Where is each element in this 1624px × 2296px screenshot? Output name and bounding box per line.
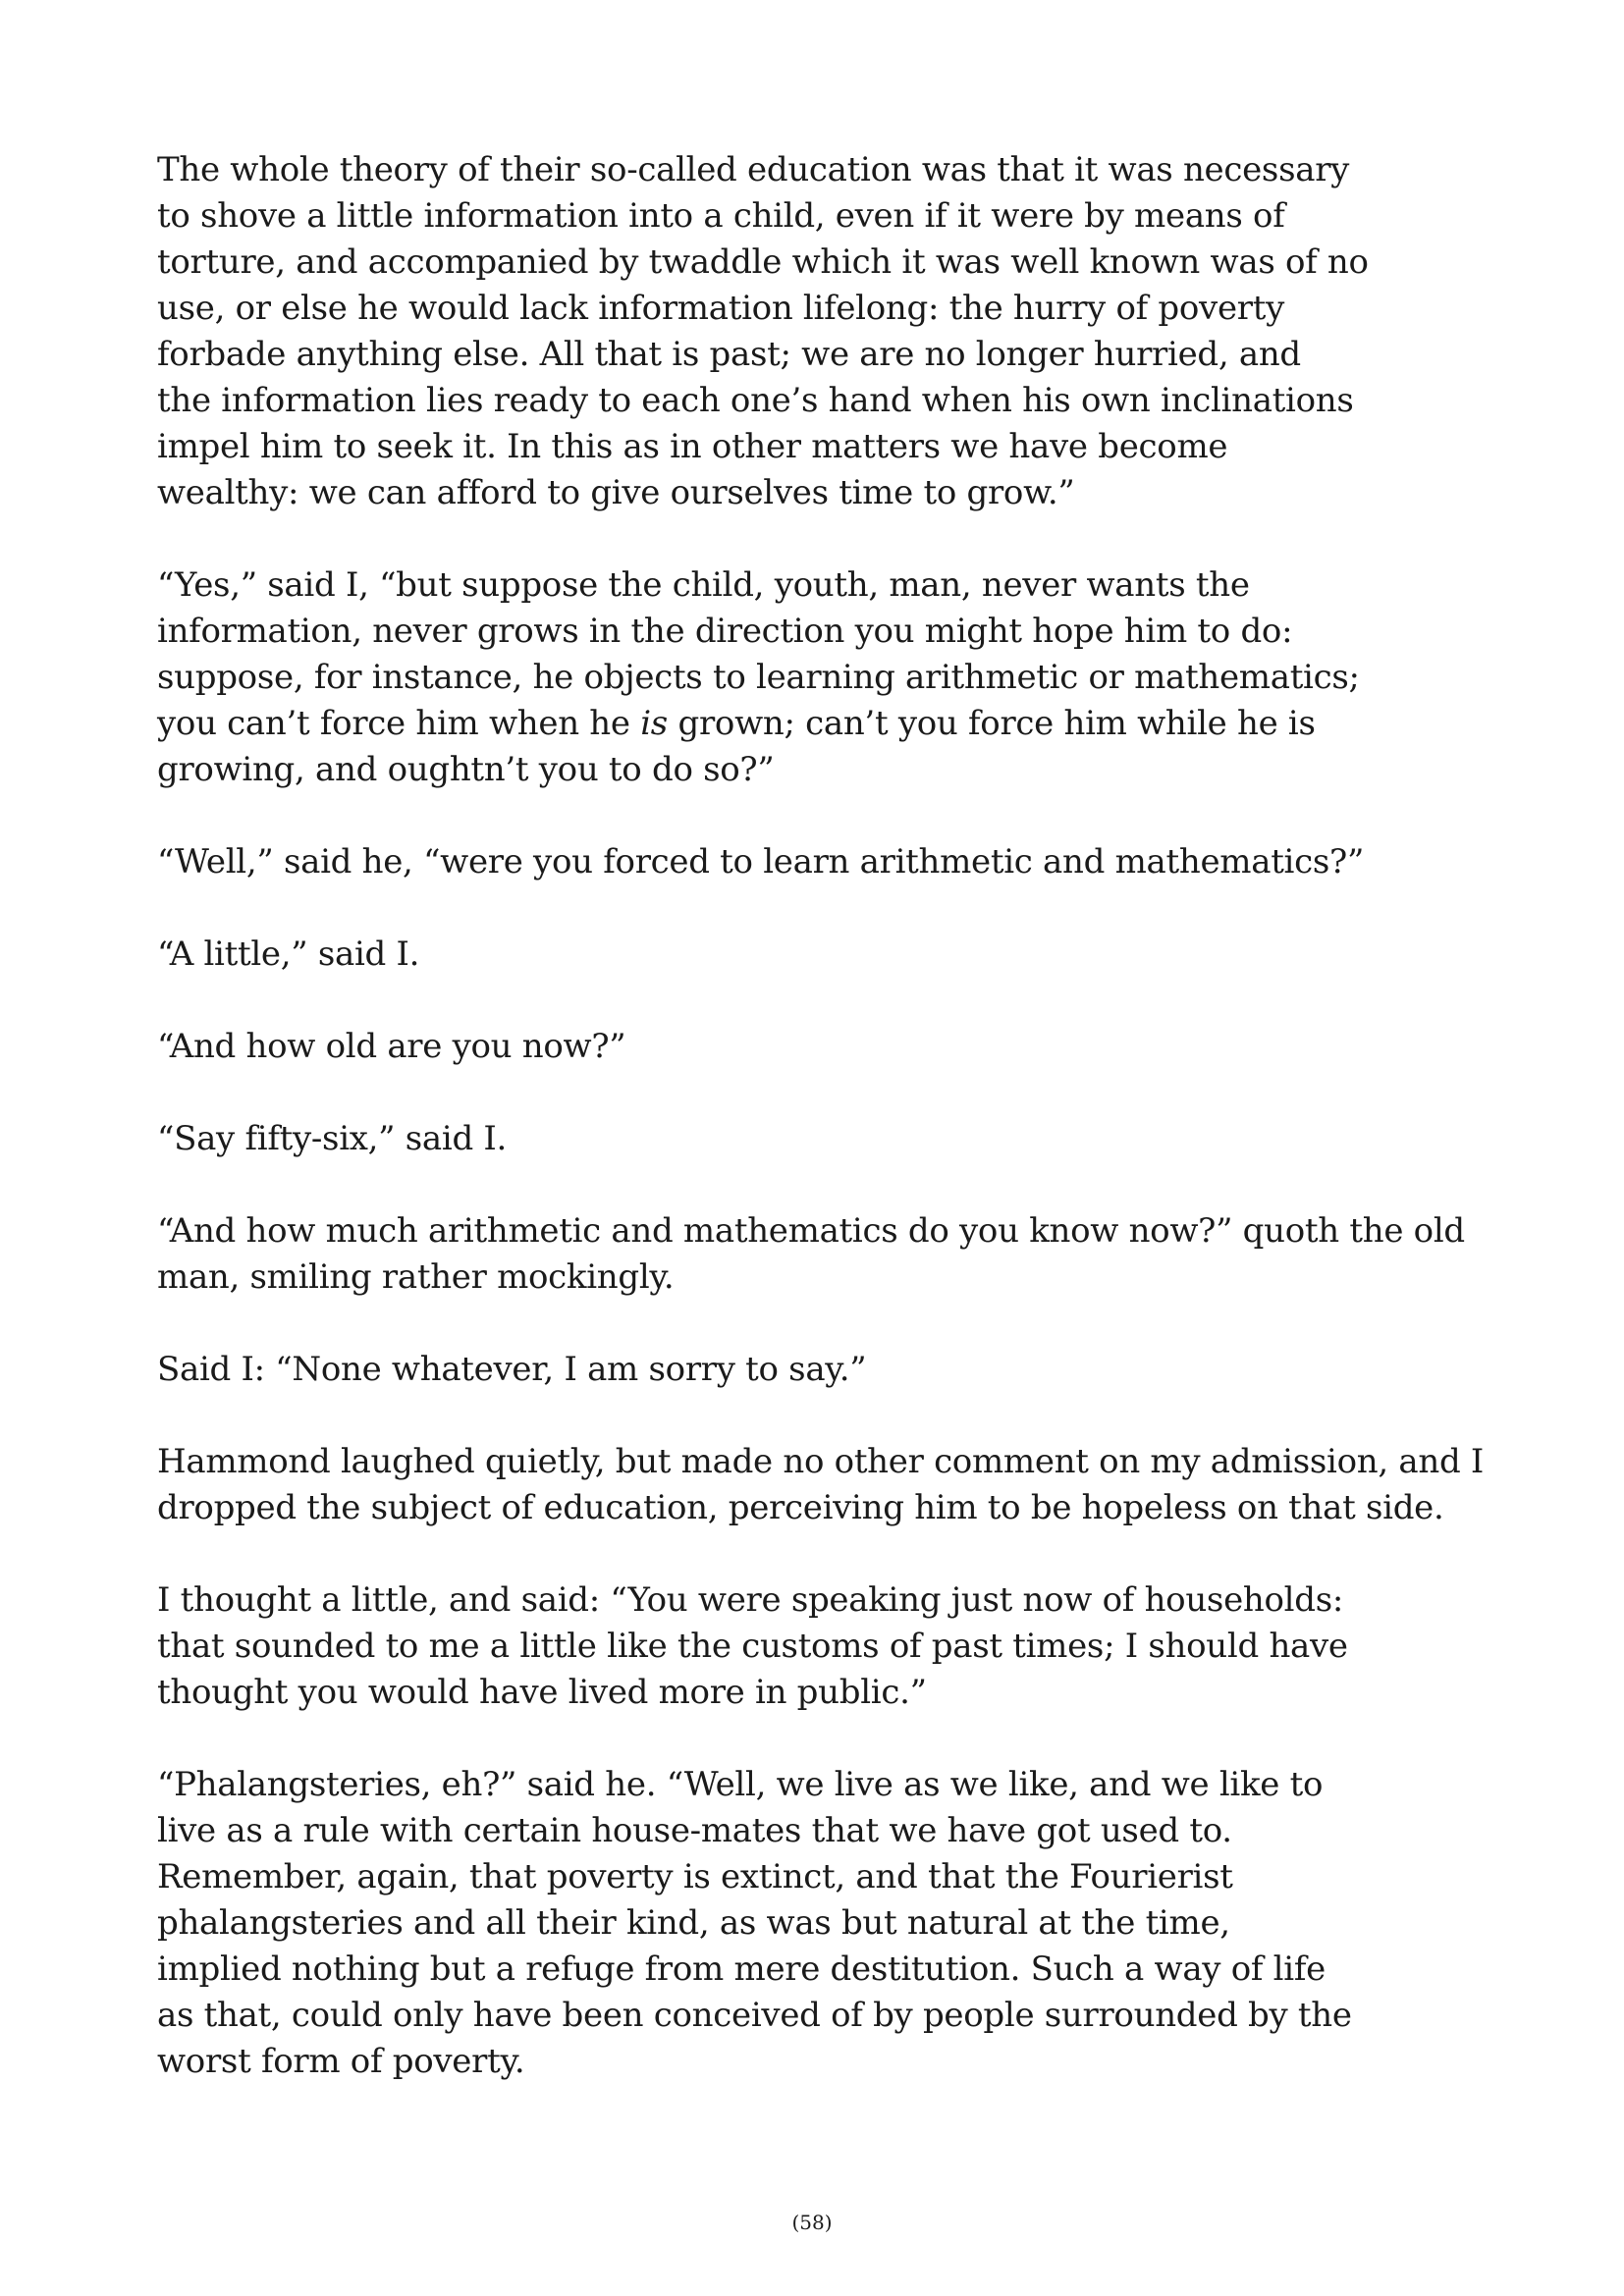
paragraph <box>157 1577 1424 1716</box>
text-line: I thought a little, and said: “You were speaking just now of households: <box>157 1580 1344 1620</box>
text-line: implied nothing but a refuge from mere destitution. Such a way of life <box>157 1949 1326 1989</box>
paragraph <box>157 1024 1424 1070</box>
text-line: “Say fifty-six,” said I. <box>157 1119 508 1158</box>
text-line: Said I: “None whatever, I am sorry to say.” <box>157 1350 867 1389</box>
text-line: forbade anything else. All that is past; we are no longer hurried, and <box>157 335 1301 374</box>
text-line: Hammond laughed quietly, but made no other comment on my admission, and I <box>157 1442 1485 1481</box>
text-line: “Well,” said he, “were you forced to learn arithmetic and mathematics?” <box>157 842 1365 881</box>
paragraph <box>157 1208 1465 1301</box>
text-line: “Phalangsteries, eh?” said he. “Well, we live as we like, and we like to <box>157 1765 1324 1804</box>
text-line: “Yes,” said I, “but suppose the child, youth, man, never wants the <box>157 565 1250 605</box>
paragraph <box>157 1116 1424 1162</box>
text-line: torture, and accompanied by twaddle which it was well known was of no <box>157 242 1369 282</box>
text-line: that sounded to me a little like the customs of past times; I should have <box>157 1627 1348 1666</box>
body-text <box>157 147 1485 2131</box>
page-number: (58) <box>791 2211 833 2234</box>
text-line: use, or else he would lack information lifelong: the hurry of poverty <box>157 289 1285 328</box>
text-line: thought you would have lived more in public.” <box>157 1673 927 1712</box>
text-line: “A little,” said I. <box>157 934 420 974</box>
text-line: live as a rule with certain house-mates that we have got used to. <box>157 1811 1232 1850</box>
text-line: worst form of poverty. <box>157 2042 525 2081</box>
text-line: you can’t force him when he is grown; can’t you force him while he is <box>157 704 1316 743</box>
text-line: suppose, for instance, he objects to learning arithmetic or mathematics; <box>157 658 1360 697</box>
text-line: phalangsteries and all their kind, as was but natural at the time, <box>157 1903 1230 1943</box>
text-line: impel him to seek it. In this as in other matters we have become <box>157 427 1228 466</box>
paragraph <box>157 932 1424 978</box>
text-line: man, smiling rather mockingly. <box>157 1257 675 1297</box>
paragraph <box>157 1439 1485 1531</box>
text-line: Remember, again, that poverty is extinct, and that the Fourierist <box>157 1857 1233 1896</box>
text-line: the information lies ready to each one’s hand when his own inclinations <box>157 381 1354 420</box>
paragraph <box>157 147 1424 516</box>
paragraph <box>157 562 1424 793</box>
text-line: growing, and oughtn’t you to do so?” <box>157 750 775 789</box>
paragraph <box>157 1762 1424 2085</box>
text-line: information, never grows in the direction you might hope him to do: <box>157 612 1293 651</box>
text-line: wealthy: we can afford to give ourselves time to grow.” <box>157 473 1075 512</box>
text-line: to shove a little information into a child, even if it were by means of <box>157 196 1285 236</box>
paragraph <box>157 839 1424 885</box>
text-line: The whole theory of their so-called education was that it was necessary <box>157 150 1350 189</box>
text-line: dropped the subject of education, perceiving him to be hopeless on that side. <box>157 1488 1444 1527</box>
text-line: “And how much arithmetic and mathematics do you know now?” quoth the old <box>157 1211 1465 1251</box>
text-line: as that, could only have been conceived of by people surrounded by the <box>157 1996 1352 2035</box>
text-line: “And how old are you now?” <box>157 1027 626 1066</box>
emphasis: is <box>640 704 668 743</box>
paragraph <box>157 1347 1424 1393</box>
